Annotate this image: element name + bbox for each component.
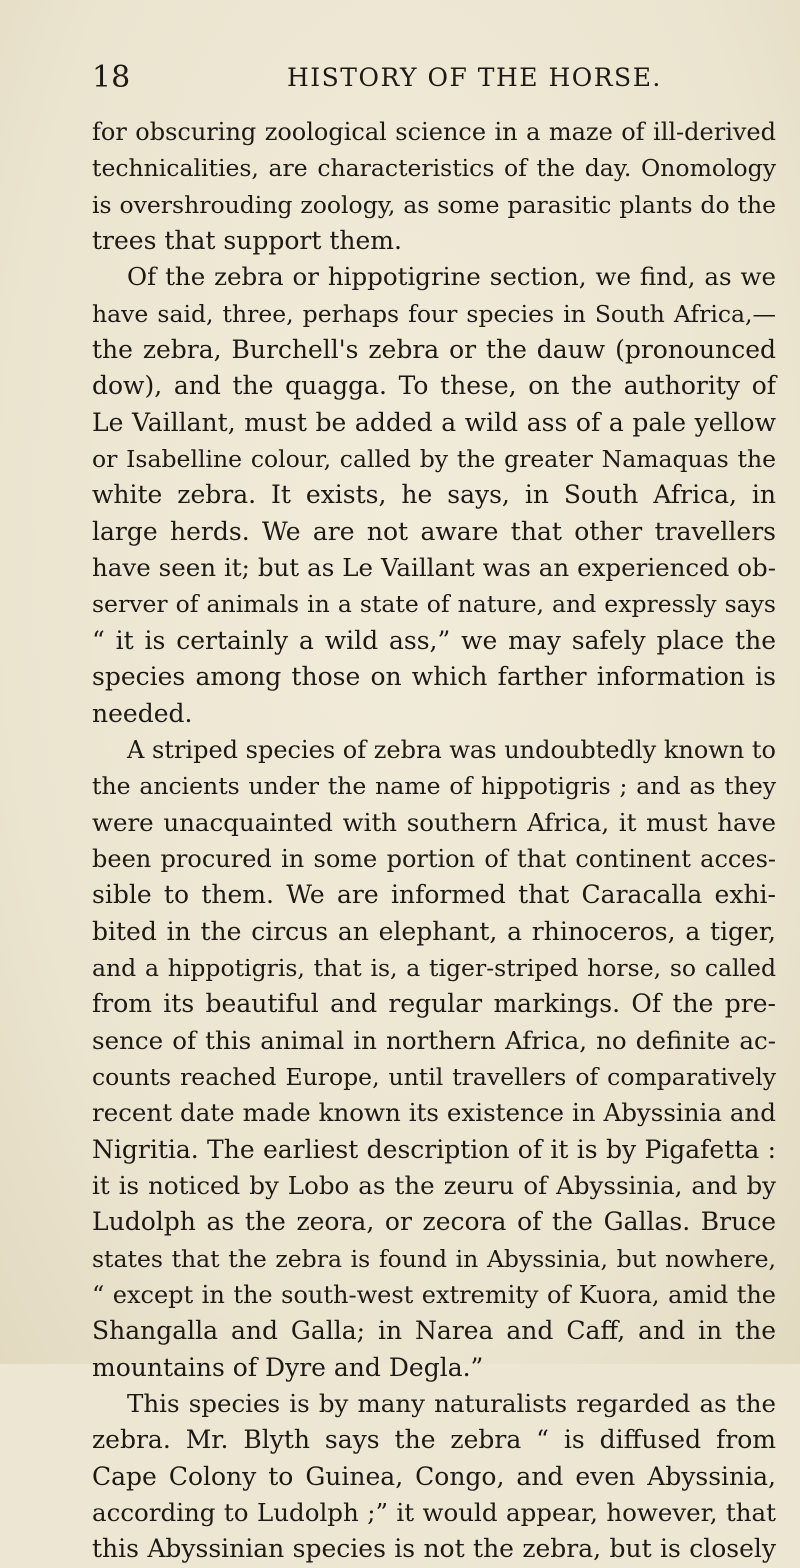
text-line: large herds. We are not aware that other travellers — [92, 516, 776, 546]
text-line: trees that support them. — [92, 226, 402, 256]
text-line: and a hippotigris, that is, a tiger-striped horse, so called — [92, 953, 776, 982]
text-line: from its beautiful and regular markings. Of the pre- — [92, 989, 776, 1019]
text-line: have seen it; but as Le Vaillant was an experienced ob- — [92, 553, 776, 583]
text-line: been procured in some portion of that continent acces- — [92, 844, 776, 873]
text-line: species among those on which farther information is — [92, 662, 776, 692]
text-line: Nigritia. The earliest description of it is by Pigafetta : — [92, 1134, 776, 1164]
page-header — [92, 58, 782, 98]
text-line: for obscuring zoological science in a maze of ill-derived — [92, 118, 776, 146]
text-line: zebra. Mr. Blyth says the zebra “ is diffused from — [92, 1425, 776, 1455]
text-line: Ludolph as the zeora, or zecora of the Gallas. Bruce — [92, 1207, 776, 1237]
text-line: states that the zebra is found in Abyssinia, but nowhere, — [92, 1244, 776, 1273]
text-line: bited in the circus an elephant, a rhinoceros, a tiger, — [92, 916, 776, 946]
text-line: Shangalla and Galla; in Narea and Caff, and in the — [92, 1316, 776, 1346]
text-line: sence of this animal in northern Africa, no definite ac- — [92, 1025, 776, 1055]
text-line: Cape Colony to Guinea, Congo, and even Abyssinia, — [92, 1461, 776, 1491]
text-line: is overshrouding zoology, as some parasitic plants do the — [92, 190, 776, 219]
text-line: Of the zebra or hippotigrine section, we find, as we — [127, 262, 776, 292]
text-line: this Abyssinian species is not the zebra, but is closely — [92, 1534, 776, 1564]
text-line: counts reached Europe, until travellers of comparatively — [92, 1062, 776, 1091]
text-line: or Isabelline colour, called by the greater Namaquas the — [92, 445, 776, 474]
running-title: HISTORY OF THE HORSE. — [287, 63, 662, 92]
text-line: This species is by many naturalists regarded as the — [127, 1389, 776, 1419]
text-line: “ except in the south-west extremity of Kuora, amid the — [92, 1281, 776, 1309]
text-line: Le Vaillant, must be added a wild ass of a pale yellow — [92, 407, 776, 437]
text-line: according to Ludolph ;” it would appear, however, that — [92, 1498, 776, 1528]
text-line: sible to them. We are informed that Caracalla exhi- — [92, 880, 776, 910]
text-line: needed. — [92, 698, 193, 728]
text-line: the zebra, Burchell's zebra or the dauw (pronounced — [92, 335, 776, 365]
body-text — [92, 114, 776, 1568]
text-line: the ancients under the name of hippotigris ; and as they — [92, 772, 776, 801]
text-line: “ it is certainly a wild ass,” we may safely place the — [92, 625, 776, 655]
text-line: dow), and the quagga. To these, on the authority of — [92, 371, 776, 401]
text-line: mountains of Dyre and Degla.” — [92, 1352, 484, 1382]
text-line: were unacquainted with southern Africa, it must have — [92, 807, 776, 837]
text-line: technicalities, are characteristics of the day. Onomology — [92, 154, 776, 183]
text-line: have said, three, perhaps four species in South Africa,— — [92, 299, 776, 328]
text-line: A striped species of zebra was undoubtedly known to — [127, 735, 776, 764]
text-line: recent date made known its existence in Abyssinia and — [92, 1098, 776, 1128]
text-line: server of animals in a state of nature, and expressly says — [92, 590, 776, 619]
page-number: 18 — [92, 60, 131, 95]
text-line: white zebra. It exists, he says, in South Africa, in — [92, 480, 776, 510]
text-line: it is noticed by Lobo as the zeuru of Abyssinia, and by — [92, 1170, 776, 1200]
